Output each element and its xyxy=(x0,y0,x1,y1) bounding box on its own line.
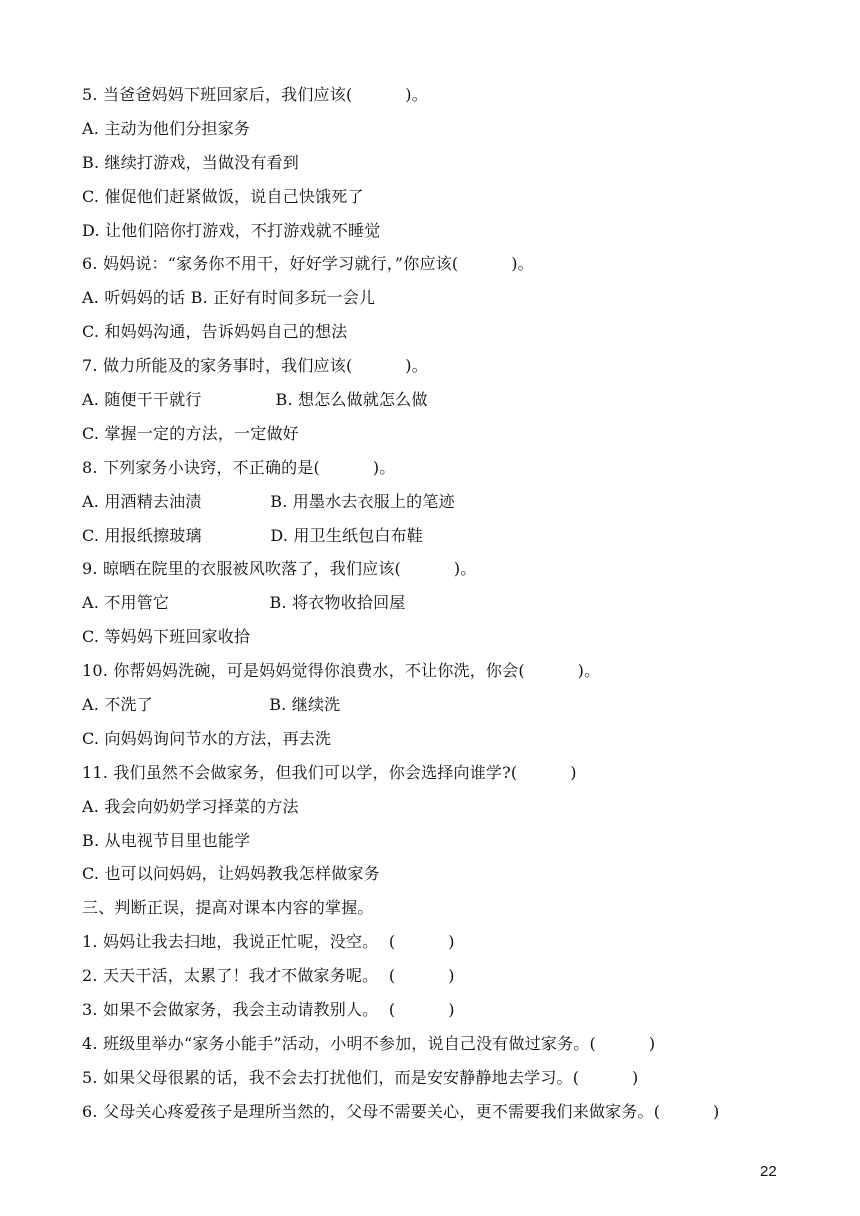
question-5-option-a: A. 主动为他们分担家务 xyxy=(82,118,251,138)
question-6: 6. 妈妈说：“家务你不用干，好好学习就行，”你应该( )。 xyxy=(82,254,534,274)
question-9-option-c: C. 等妈妈下班回家收拾 xyxy=(82,627,251,647)
question-11-option-a: A. 我会向奶奶学习择菜的方法 xyxy=(82,796,299,816)
question-7-options-ab: A. 随便干干就行 B. 想怎么做就怎么做 xyxy=(82,390,428,410)
question-5: 5. 当爸爸妈妈下班回家后，我们应该( )。 xyxy=(82,85,428,104)
question-6-options-ab: A. 听妈妈的话 B. 正好有时间多玩一会儿 xyxy=(82,288,376,308)
question-5-option-b: B. 继续打游戏，当做没有看到 xyxy=(82,152,299,172)
question-7: 7. 做力所能及的家务事时，我们应该( )。 xyxy=(82,356,428,376)
question-6-option-c: C. 和妈妈沟通，告诉妈妈自己的想法 xyxy=(82,322,348,342)
question-11-option-c: C. 也可以问妈妈，让妈妈教我怎样做家务 xyxy=(82,864,380,884)
question-8: 8. 下列家务小诀窍，不正确的是( )。 xyxy=(82,457,396,477)
question-10: 10. 你帮妈妈洗碗，可是妈妈觉得你浪费水，不让你洗，你会( )。 xyxy=(82,661,601,681)
question-9-options-ab: A. 不用管它 B. 将衣物收拾回屋 xyxy=(82,593,406,613)
judgment-3: 3. 如果不会做家务，我会主动请教别人。 ( ) xyxy=(82,1000,455,1020)
page-number: 22 xyxy=(760,1163,777,1180)
question-5-option-c: C. 催促他们赶紧做饭，说自己快饿死了 xyxy=(82,186,364,206)
question-11: 11. 我们虽然不会做家务，但我们可以学，你会选择向谁学?( ) xyxy=(82,762,577,782)
question-10-option-c: C. 向妈妈询问节水的方法，再去洗 xyxy=(82,728,332,748)
judgment-2: 2. 天天干活，太累了！我才不做家务呢。 ( ) xyxy=(82,966,455,986)
question-9: 9. 晾晒在院里的衣服被风吹落了，我们应该( )。 xyxy=(82,559,477,579)
question-5-option-d: D. 让他们陪你打游戏，不打游戏就不睡觉 xyxy=(82,220,381,240)
question-8-options-cd: C. 用报纸擦玻璃 D. 用卫生纸包白布鞋 xyxy=(82,525,423,545)
judgment-5: 5. 如果父母很累的话，我不会去打扰他们，而是安安静静地去学习。( ) xyxy=(82,1067,639,1087)
section-heading: 三、判断正误，提高对课本内容的掌握。 xyxy=(82,898,374,918)
judgment-6: 6. 父母关心疼爱孩子是理所当然的，父母不需要关心，更不需要我们来做家务。( ) xyxy=(82,1101,720,1121)
question-10-options-ab: A. 不洗了 B. 继续洗 xyxy=(82,695,341,715)
judgment-4: 4. 班级里举办“家务小能手”活动，小明不参加，说自己没有做过家务。( ) xyxy=(82,1033,656,1053)
question-11-option-b: B. 从电视节目里也能学 xyxy=(82,830,251,850)
judgment-1: 1. 妈妈让我去扫地，我说正忙呢，没空。 ( ) xyxy=(82,932,455,952)
question-7-option-c: C. 掌握一定的方法，一定做好 xyxy=(82,423,299,443)
question-list xyxy=(82,82,822,1133)
question-8-options-ab: A. 用酒精去油渍 B. 用墨水去衣服上的笔迹 xyxy=(82,491,455,511)
